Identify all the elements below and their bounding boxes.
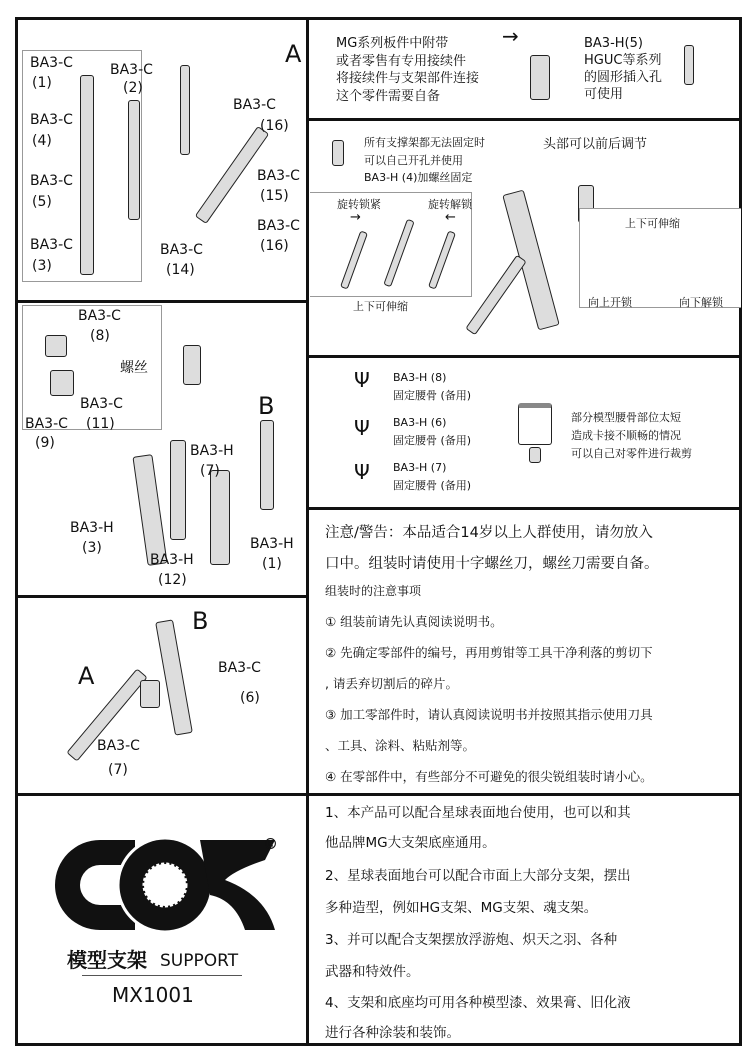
- part-label: BA3-H(5): [584, 36, 643, 51]
- part-label: (7): [108, 762, 128, 778]
- telescopic-label: 上下可伸缩: [353, 300, 408, 313]
- part-label: BA3-C: [257, 168, 300, 184]
- part-label: (11): [86, 416, 115, 432]
- step-letter: A: [285, 40, 302, 68]
- part-label: BA3-H: [190, 443, 234, 459]
- part-label: (9): [35, 435, 55, 451]
- up-open-label: 向上开锁: [588, 296, 632, 309]
- part-label: BA3-C: [25, 416, 68, 432]
- part-label: BA3-C: [30, 55, 73, 71]
- registered-mark: ®: [263, 835, 278, 853]
- text-line: 可以自己对零件进行裁剪: [571, 447, 692, 460]
- feature-line: 4、支架和底座均可用各种模型漆、效果膏、旧化液: [325, 995, 631, 1011]
- text-line: 部分模型腰骨部位太短: [571, 411, 681, 424]
- part-label: (8): [90, 328, 110, 344]
- part-label: BA3-C: [218, 660, 261, 676]
- rod-part: [180, 65, 190, 155]
- part-label: (12): [158, 572, 187, 588]
- warning-item: ④ 在零部件中，有些部分不可避免的很尖锐组装时请小心。: [325, 769, 653, 784]
- feature-line: 3、并可以配合支架摆放浮游炮、炽天之羽、各种: [325, 932, 618, 948]
- text-line: 所有支撑架都无法固定时: [364, 136, 485, 149]
- text-line: 可以自己开孔并使用: [364, 154, 463, 167]
- part-label: (4): [32, 133, 52, 149]
- part-label: BA3-C: [30, 173, 73, 189]
- warning-item: ③ 加工零部件时，请认真阅读说明书并按照其指示使用刀具: [325, 707, 653, 722]
- step-letter: B: [258, 392, 275, 420]
- part-label: (16): [260, 238, 289, 254]
- warning-subtitle: 组装时的注意事项: [325, 584, 422, 598]
- step-letter: A: [78, 662, 95, 690]
- text-line: 将接续件与支架部件连接: [336, 71, 480, 86]
- joint-part: [45, 335, 67, 357]
- connector-part: [530, 55, 550, 100]
- part-label: BA3-C: [80, 396, 123, 412]
- part-label: (3): [32, 258, 52, 274]
- warning-line: 注意/警告：本品适合14岁以上人群使用，请勿放入: [325, 525, 653, 541]
- part-desc: 固定腰骨 (备用): [393, 389, 472, 402]
- step-letter: B: [192, 607, 209, 635]
- divider: [306, 118, 742, 121]
- part-label: BA3-C: [97, 738, 140, 754]
- fork-icon: Ψ: [354, 368, 370, 392]
- warning-item: , 请丢弃切割后的碎片。: [325, 676, 458, 691]
- head-adjust-label: 头部可以前后调节: [543, 137, 648, 152]
- arrow-right-icon: →: [350, 210, 361, 225]
- warning-line: 口中。组装时请使用十字螺丝刀，螺丝刀需要自备。: [325, 556, 659, 572]
- joint-part: [140, 680, 160, 708]
- text-line: MG系列板件中附带: [336, 36, 449, 51]
- part-label: BA3-C: [30, 237, 73, 253]
- divider: [306, 17, 309, 1046]
- fork-icon: Ψ: [354, 416, 370, 440]
- peg-part: [684, 45, 694, 85]
- frame-part: [260, 420, 274, 510]
- lock-label: 旋转锁紧: [337, 198, 381, 211]
- part-label: BA3-C: [78, 308, 121, 324]
- hip-peg: [529, 447, 541, 463]
- part-label: (1): [32, 75, 52, 91]
- joint-part: [50, 370, 74, 396]
- part-label: BA3-C: [257, 218, 300, 234]
- model-number: MX1001: [112, 983, 194, 1007]
- logo-rule: [82, 975, 242, 976]
- text-line: BA3-H (4)加螺丝固定: [364, 171, 473, 184]
- part-label: BA3-C: [233, 97, 276, 113]
- warning-item: 、工具、涂料、粘贴剂等。: [325, 738, 476, 753]
- text-line: 这个零件需要自备: [336, 89, 441, 104]
- part-label: (5): [32, 194, 52, 210]
- part-label: (6): [240, 690, 260, 706]
- arrow-left-icon: ←: [445, 210, 456, 225]
- part-label: BA3-C: [110, 62, 153, 78]
- part-desc: 固定腰骨 (备用): [393, 479, 472, 492]
- part-label: BA3-C: [160, 242, 203, 258]
- text-line: HGUC等系列: [584, 53, 662, 68]
- part-label: BA3-C: [30, 112, 73, 128]
- part-label: BA3-H: [70, 520, 114, 536]
- part-label: BA3-H (8): [393, 371, 447, 384]
- feature-line: 1、本产品可以配合星球表面地台使用，也可以和其: [325, 805, 631, 821]
- part-label: (7): [200, 463, 220, 479]
- bracket-part: [332, 140, 344, 166]
- part-label: (2): [123, 80, 143, 96]
- part-label: (15): [260, 188, 289, 204]
- divider: [15, 300, 308, 303]
- feature-line: 多种造型，例如HG支架、MG支架、魂支架。: [325, 900, 598, 916]
- text-line: 或者零售有专用接续件: [336, 54, 467, 69]
- unlock-label: 旋转解锁: [428, 198, 472, 211]
- feature-line: 他品牌MG大支架底座通用。: [325, 835, 496, 851]
- down-unlock-label: 向下解锁: [679, 296, 723, 309]
- text-line: 可使用: [584, 87, 624, 102]
- rod-part: [80, 75, 94, 275]
- part-label: BA3-H (7): [393, 461, 447, 474]
- part-label: (1): [262, 556, 282, 572]
- divider: [15, 595, 308, 598]
- warning-item: ① 组装前请先认真阅读说明书。: [325, 614, 503, 629]
- telescopic-label: 上下可伸缩: [625, 217, 680, 230]
- feature-line: 2、星球表面地台可以配合市面上大部分支架，摆出: [325, 868, 631, 884]
- part-label: (16): [260, 118, 289, 134]
- text-line: 造成卡接不顺畅的情况: [571, 429, 681, 442]
- divider: [306, 355, 742, 358]
- part-label: BA3-H: [150, 552, 194, 568]
- part-label: BA3-H: [250, 536, 294, 552]
- divider: [306, 507, 742, 510]
- fork-icon: Ψ: [354, 460, 370, 484]
- arrow-right-icon: →: [502, 24, 519, 48]
- divider: [15, 793, 742, 796]
- hip-part-detail: [518, 403, 552, 445]
- feature-line: 武器和特效件。: [325, 964, 420, 980]
- screw-label: 螺丝: [120, 360, 148, 376]
- part-desc: 固定腰骨 (备用): [393, 434, 472, 447]
- logo-title-cn: 模型支架: [67, 948, 147, 972]
- text-line: 的圆形插入孔: [584, 70, 663, 85]
- joint-part: [183, 345, 201, 385]
- part-label: (3): [82, 540, 102, 556]
- feature-line: 进行各种涂装和装饰。: [325, 1025, 460, 1041]
- frame-part: [170, 440, 186, 540]
- frame-part: [210, 470, 230, 565]
- part-label: BA3-H (6): [393, 416, 447, 429]
- part-label: (14): [166, 262, 195, 278]
- cor-logo: [50, 835, 280, 935]
- rod-part: [128, 100, 140, 220]
- warning-item: ② 先确定零部件的编号，再用剪钳等工具干净利落的剪切下: [325, 645, 653, 660]
- logo-title-en: SUPPORT: [160, 951, 239, 971]
